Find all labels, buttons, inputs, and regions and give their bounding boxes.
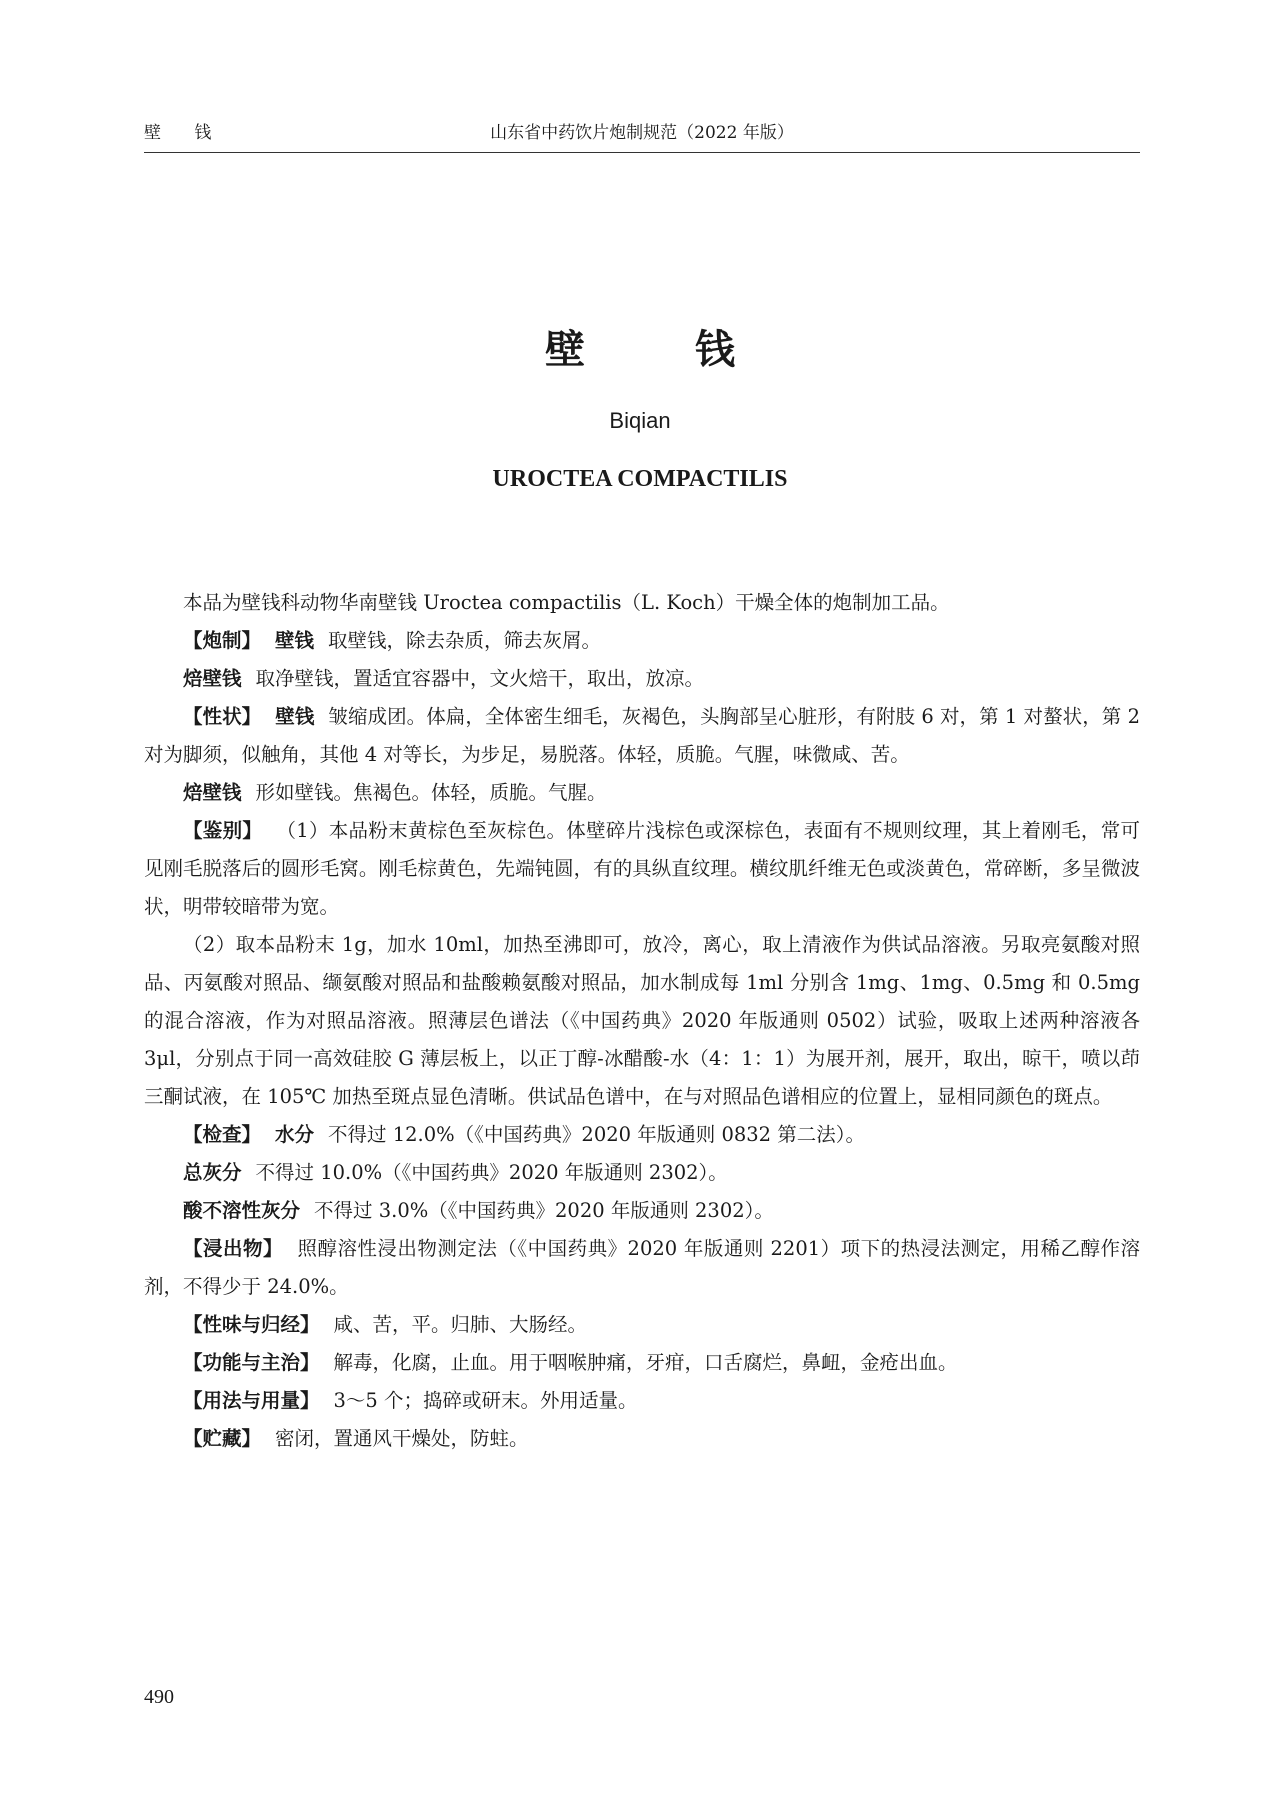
section-text: 3～5 个；捣碎或研末。外用适量。 (333, 1389, 638, 1412)
monograph-body (144, 584, 1140, 1458)
section-text: 密闭，置通风干燥处，防蛀。 (275, 1427, 529, 1450)
sub-label: 焙壁钱 (183, 781, 242, 804)
jianbie-paragraph-2: （2）取本品粉末 1g，加水 10ml，加热至沸即可，放冷，离心，取上清液作为供试品溶液。另取亮氨酸对照品、丙氨酸对照品、缬氨酸对照品和盐酸赖氨酸对照品，加水制成每 1ml 分别含 1mg、1mg、0.5mg 和 0.5mg 的混合溶液，作为对照品溶液。照薄层色谱法（《中国药典》2020 年版通则 0502）试验，吸取上述两种溶液各 3μl，分别点于同一高效硅胶 G 薄层板上，以正丁醇-冰醋酸-水（4：1：1）为展开剂，展开，取出，晾干，喷以茚三酮试液，在 105℃ 加热至斑点显色清晰。供试品色谱中，在与对照品色谱相应的位置上，显相同颜色的斑点。 (144, 933, 1140, 1108)
section-jianbie (144, 812, 1140, 926)
section-label: 【贮藏】 (183, 1427, 262, 1450)
section-text: 咸、苦，平。归肺、大肠经。 (333, 1313, 588, 1336)
section-text: 解毒，化腐，止血。用于咽喉肿痛，牙疳，口舌腐烂，鼻衄，金疮出血。 (333, 1351, 958, 1374)
xingzhuang-item-2 (144, 774, 1140, 812)
section-xingzhuang (144, 698, 1140, 774)
header-entry-name: 壁 钱 (144, 123, 226, 143)
section-text: 形如壁钱。焦褐色。体轻，质脆。气腥。 (255, 781, 607, 804)
section-text: 不得过 10.0%（《中国药典》2020 年版通则 2302）。 (255, 1161, 728, 1184)
latin-name: UROCTEA COMPACTILIS (492, 466, 788, 492)
section-label: 【检查】 (183, 1123, 262, 1146)
pinyin-name: Biqian (609, 408, 671, 433)
monograph-title: 壁 钱 (545, 327, 783, 373)
running-header (144, 118, 1140, 154)
header-book-title: 山东省中药饮片炮制规范（2022 年版） (490, 123, 794, 143)
section-text: （1）本品粉末黄棕色至灰棕色。体壁碎片浅棕色或深棕色，表面有不规则纹理，其上着刚毛，常可见刚毛脱落后的圆形毛窝。刚毛棕黄色，先端钝圆，有的具纵直纹理。横纹肌纤维无色或淡黄色，常碎断，多呈微波状，明带较暗带为宽。 (144, 819, 1140, 918)
section-text: 取壁钱，除去杂质，筛去灰屑。 (328, 629, 602, 652)
sub-label: 水分 (275, 1123, 315, 1146)
section-label: 【用法与用量】 (183, 1389, 320, 1412)
header-rule (144, 152, 1140, 153)
section-text: 不得过 3.0%（《中国药典》2020 年版通则 2302）。 (314, 1199, 774, 1222)
sub-label: 酸不溶性灰分 (183, 1199, 301, 1222)
sub-label: 壁钱 (275, 705, 315, 728)
jiancha-item-2 (144, 1154, 1140, 1192)
section-label: 【性状】 (183, 705, 262, 728)
jiancha-item-3 (144, 1192, 1140, 1230)
section-text: 皱缩成团。体扁，全体密生细毛，灰褐色，头胸部呈心脏形，有附肢 6 对，第 1 对螯状，第 2 对为脚须，似触角，其他 4 对等长，为步足，易脱落。体轻，质脆。气腥，味微咸、苦。 (144, 705, 1140, 766)
section-gongneng (144, 1344, 1140, 1382)
section-text: 照醇溶性浸出物测定法（《中国药典》2020 年版通则 2201）项下的热浸法测定，用稀乙醇作溶剂，不得少于 24.0%。 (144, 1237, 1140, 1298)
section-label: 【性味与归经】 (183, 1313, 320, 1336)
paozhi-item-2 (144, 660, 1140, 698)
section-paozhi (144, 622, 1140, 660)
sub-label: 壁钱 (275, 629, 315, 652)
section-jiancha (144, 1116, 1140, 1154)
section-jinchuwu (144, 1230, 1140, 1306)
page-number: 490 (144, 1686, 174, 1708)
sub-label: 焙壁钱 (183, 667, 242, 690)
intro-paragraph: 本品为壁钱科动物华南壁钱 Uroctea compactilis（L. Koch）干燥全体的炮制加工品。 (183, 591, 950, 614)
section-label: 【炮制】 (183, 629, 262, 652)
section-zhucang (144, 1420, 1140, 1458)
section-yongfa (144, 1382, 1140, 1420)
sub-label: 总灰分 (183, 1161, 242, 1184)
section-xingwei (144, 1306, 1140, 1344)
section-label: 【功能与主治】 (183, 1351, 320, 1374)
section-label: 【鉴别】 (183, 819, 263, 842)
section-text: 取净壁钱，置适宜容器中，文火焙干，取出，放凉。 (255, 667, 705, 690)
section-text: 不得过 12.0%（《中国药典》2020 年版通则 0832 第二法）。 (328, 1123, 866, 1146)
section-label: 【浸出物】 (183, 1237, 283, 1260)
